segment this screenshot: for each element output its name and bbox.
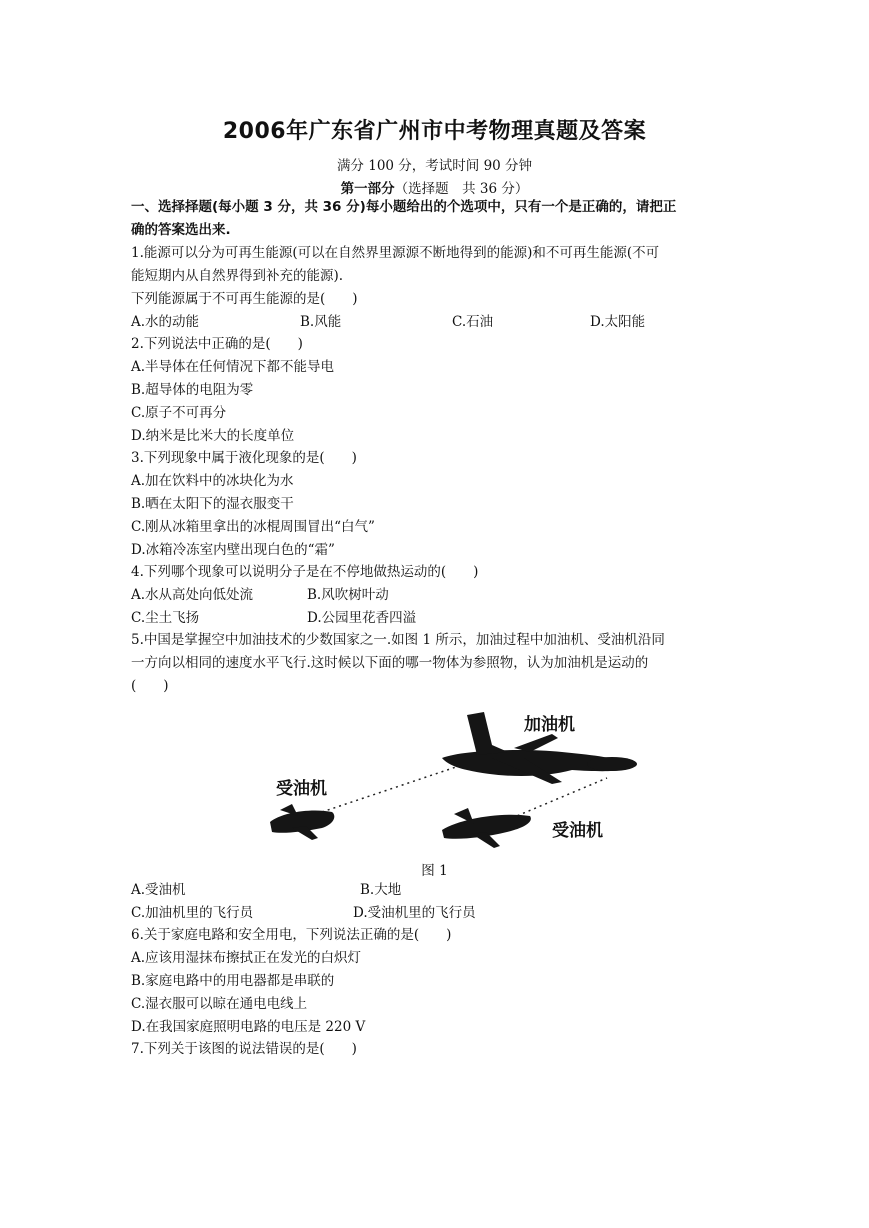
section-heading-line-1: 一、选择择题(每小题 3 分，共 36 分)每小题给出的个选项中，只有一个是正确的，请把正 [131,199,677,215]
exam-info: 满分 100 分，考试时间 90 分钟 [336,158,533,174]
q2-option-a: A.半导体在任何情况下都不能导电 [131,359,335,375]
receiver-aircraft-right-icon [442,808,531,848]
q1-option-d: D.太阳能 [590,314,646,330]
q2-stem: 2.下列说法中正确的是( ) [131,336,303,352]
q1-option-b: B.风能 [300,314,342,330]
q1-stem-line-3: 下列能源属于不可再生能源的是( ) [131,291,358,307]
part-note: （选择题 共 36 分） [394,181,529,197]
figure-caption: 图 1 [421,863,448,879]
q2-option-c: C.原子不可再分 [131,405,227,421]
q3-option-c: C.刚从冰箱里拿出的冰棍周围冒出“白气” [131,519,375,535]
q4-option-d: D.公园里花香四溢 [307,610,417,626]
q3-option-d: D.冰箱冷冻室内壁出现白色的“霜” [131,542,335,558]
q3-option-a: A.加在饮料中的冰块化为水 [131,473,294,489]
q2-option-b: B.超导体的电阻为零 [131,382,254,398]
q1-stem-line-2: 能短期内从自然界得到补充的能源). [131,268,344,284]
q3-stem: 3.下列现象中属于液化现象的是( ) [131,450,357,466]
q5-option-c: C.加油机里的飞行员 [131,905,254,921]
q4-option-a: A.水从高处向低处流 [131,587,254,603]
q2-option-d: D.纳米是比米大的长度单位 [131,428,295,444]
q5-option-d: D.受油机里的飞行员 [353,905,476,921]
part-label: 第一部分 [340,181,395,197]
refueling-figure [262,700,652,858]
section-heading-line-2: 确的答案选出来. [131,222,231,238]
q4-stem: 4.下列哪个现象可以说明分子是在不停地做热运动的( ) [131,564,479,580]
q7-stem: 7.下列关于该图的说法错误的是( ) [131,1041,357,1057]
q5-option-a: A.受油机 [131,882,186,898]
fuel-line-left [322,765,462,812]
q6-stem: 6.关于家庭电路和安全用电，下列说法正确的是( ) [131,927,452,943]
q6-option-b: B.家庭电路中的用电器都是串联的 [131,973,335,989]
tanker-label: 加油机 [524,715,575,735]
q6-option-c: C.湿衣服可以晾在通电电线上 [131,996,308,1012]
receiver-right-label: 受油机 [552,821,603,841]
q5-stem-line-2: 一方向以相同的速度水平飞行.这时候以下面的哪一物体为参照物，认为加油机是运动的 [131,655,649,671]
q5-stem-line-3: ( ) [131,678,169,694]
receiver-left-label: 受油机 [276,779,327,799]
q6-option-d: D.在我国家庭照明电路的电压是 220 V [131,1019,366,1035]
q5-stem-line-1: 5.中国是掌握空中加油技术的少数国家之一.如图 1 所示，加油过程中加油机、受油机沿同 [131,632,665,648]
q1-option-c: C.石油 [452,314,494,330]
receiver-aircraft-left-icon [270,804,334,840]
q1-stem-line-1: 1.能源可以分为可再生能源(可以在自然界里源源不断地得到的能源)和不可再生能源(不可 [131,245,660,261]
page-title: 2006年广东省广州市中考物理真题及答案 [222,119,647,144]
q4-option-c: C.尘土飞扬 [131,610,200,626]
q5-option-b: B.大地 [360,882,402,898]
part-heading [0,177,869,197]
q1-option-a: A.水的动能 [131,314,200,330]
q4-option-b: B.风吹树叶动 [307,587,389,603]
q3-option-b: B.晒在太阳下的湿衣服变干 [131,496,294,512]
q6-option-a: A.应该用湿抹布擦拭正在发光的白炽灯 [131,950,362,966]
fuel-line-right [512,778,607,818]
